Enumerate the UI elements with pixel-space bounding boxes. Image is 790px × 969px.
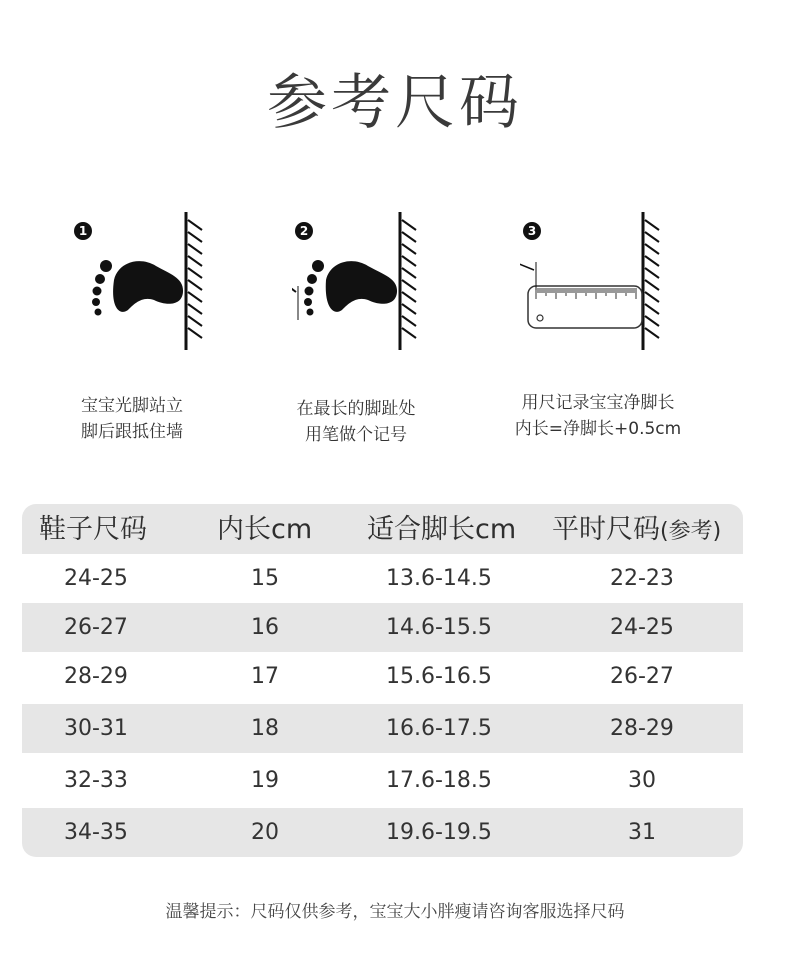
cell-usual: 24-25 (610, 615, 674, 640)
cell-inner: 16 (251, 615, 279, 640)
header-shoe-size: 鞋子尺码 (39, 514, 147, 545)
step-1-caption (12, 393, 252, 445)
table-row (22, 603, 743, 652)
header-usual-size-label: 平时尺码 (552, 514, 660, 545)
ruler-measure-icon (520, 200, 750, 370)
cell-usual: 31 (628, 820, 656, 845)
cell-foot: 17.6-18.5 (386, 768, 492, 793)
cell-foot: 15.6-16.5 (386, 664, 492, 689)
header-inner-length: 内长cm (217, 514, 313, 545)
step-2-caption (236, 396, 476, 448)
step-number-badge: 2 (295, 222, 313, 240)
table-header (22, 504, 743, 554)
caption-line: 脚后跟抵住墙 (81, 422, 183, 442)
cell-size: 24-25 (64, 566, 128, 591)
cell-size: 30-31 (64, 716, 128, 741)
cell-inner: 18 (251, 716, 279, 741)
cell-size: 34-35 (64, 820, 128, 845)
table-row (22, 652, 743, 701)
table-row (22, 704, 743, 753)
cell-inner: 20 (251, 820, 279, 845)
size-tip: 温馨提示：尺码仅供参考，宝宝大小胖瘦请咨询客服选择尺码 (165, 902, 625, 922)
step-3-illustration (520, 200, 750, 370)
table-row (22, 808, 743, 857)
cell-foot: 16.6-17.5 (386, 716, 492, 741)
cell-foot: 19.6-19.5 (386, 820, 492, 845)
cell-inner: 15 (251, 566, 279, 591)
cell-inner: 17 (251, 664, 279, 689)
caption-line: 用尺记录宝宝净脚长 (521, 393, 675, 413)
table-row (22, 554, 743, 603)
table-row (22, 756, 743, 805)
cell-foot: 13.6-14.5 (386, 566, 492, 591)
cell-size: 26-27 (64, 615, 128, 640)
cell-size: 32-33 (64, 768, 128, 793)
header-foot-length: 适合脚长cm (367, 514, 517, 545)
step-number-badge: 1 (74, 222, 92, 240)
step-number-badge: 3 (523, 222, 541, 240)
cell-usual: 28-29 (610, 716, 674, 741)
cell-usual: 22-23 (610, 566, 674, 591)
cell-foot: 14.6-15.5 (386, 615, 492, 640)
caption-line: 用笔做个记号 (305, 425, 407, 445)
step-3-caption (478, 390, 718, 442)
page-title: 参考尺码 (267, 68, 523, 138)
cell-usual: 26-27 (610, 664, 674, 689)
foot-mark-toe-icon (292, 200, 522, 370)
step-2-illustration (292, 200, 522, 370)
header-usual-size (552, 504, 721, 554)
caption-line: 在最长的脚趾处 (296, 399, 416, 419)
cell-usual: 30 (628, 768, 656, 793)
cell-inner: 19 (251, 768, 279, 793)
caption-line: 内长=净脚长+0.5cm (514, 419, 682, 439)
foot-against-wall-icon (70, 200, 300, 370)
caption-line: 宝宝光脚站立 (81, 396, 183, 416)
step-1-illustration (70, 200, 300, 370)
cell-size: 28-29 (64, 664, 128, 689)
size-table (22, 504, 743, 857)
header-usual-size-note: (参考) (660, 519, 722, 544)
